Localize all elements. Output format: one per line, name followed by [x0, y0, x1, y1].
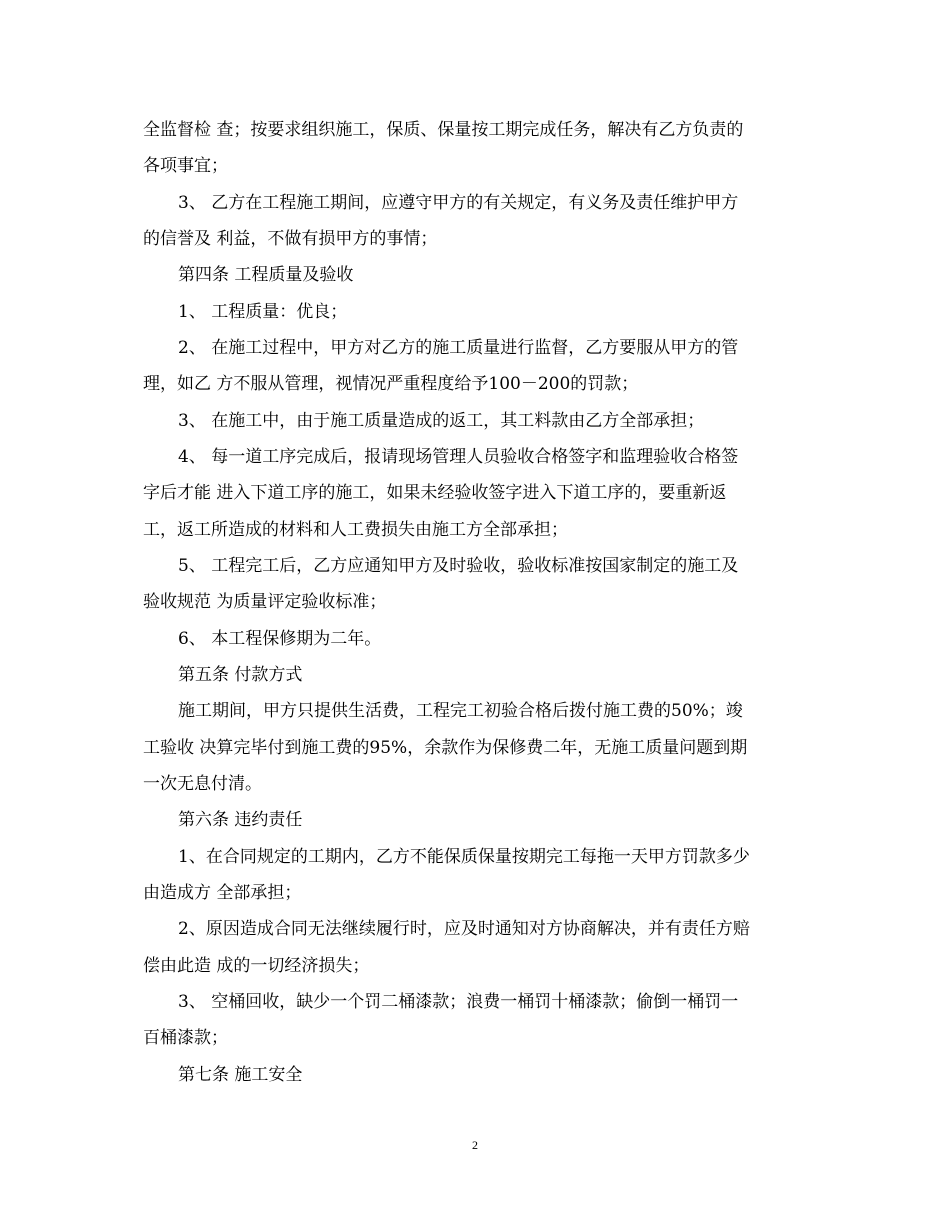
body-text-line: 施工期间，甲方只提供生活费，工程完工初验合格后拨付施工费的50%；竣 — [178, 701, 743, 721]
body-text-line: 1、在合同规定的工期内，乙方不能保质保量按期完工每拖一天甲方罚款多少 — [178, 847, 750, 867]
body-text-line: 1、 工程质量：优良； — [178, 302, 348, 322]
body-text-line: 百桶漆款； — [143, 1028, 228, 1048]
body-text-line: 5、 工程完工后，乙方应通知甲方及时验收，验收标准按国家制定的施工及 — [178, 556, 739, 576]
body-text-line: 6、 本工程保修期为二年。 — [178, 629, 382, 649]
body-text-line: 2、原因造成合同无法继续履行时，应及时通知对方协商解决，并有责任方赔 — [178, 919, 750, 939]
body-text-line: 各项事宜； — [143, 156, 228, 176]
body-text-line: 3、 在施工中，由于施工质量造成的返工，其工料款由乙方全部承担； — [178, 411, 705, 431]
section-heading: 第五条 付款方式 — [178, 665, 303, 685]
body-text-line: 3、 乙方在工程施工期间，应遵守甲方的有关规定，有义务及责任维护甲方 — [178, 193, 739, 213]
section-heading: 第六条 违约责任 — [178, 810, 303, 830]
body-text-line: 4、 每一道工序完成后，报请现场管理人员验收合格签字和监理验收合格签 — [178, 447, 739, 467]
body-text-line: 全监督检 查；按要求组织施工，保质、保量按工期完成任务，解决有乙方负责的 — [143, 120, 744, 140]
body-text-line: 的信誉及 利益，不做有损甲方的事情； — [143, 229, 438, 249]
body-text-line: 字后才能 进入下道工序的施工，如果未经验收签字进入下道工序的，要重新返 — [143, 483, 727, 503]
body-text-line: 3、 空桶回收，缺少一个罚二桶漆款；浪费一桶罚十桶漆款；偷倒一桶罚一 — [178, 992, 739, 1012]
body-text-line: 工验收 决算完毕付到施工费的95%，余款作为保修费二年，无施工质量问题到期 — [143, 738, 748, 758]
page-number: 2 — [472, 1138, 478, 1152]
body-text-line: 验收规范 为质量评定验收标准； — [143, 592, 387, 612]
body-text-line: 2、 在施工过程中，甲方对乙方的施工质量进行监督，乙方要服从甲方的管 — [178, 338, 739, 358]
body-text-line: 工，返工所造成的材料和人工费损失由施工方全部承担； — [143, 520, 568, 540]
body-text-line: 由造成方 全部承担； — [143, 883, 302, 903]
body-text-line: 理，如乙 方不服从管理，视情况严重程度给予100－200的罚款； — [143, 374, 639, 394]
section-heading: 第七条 施工安全 — [178, 1065, 303, 1085]
body-text-line: 偿由此造 成的一切经济损失； — [143, 956, 370, 976]
section-heading: 第四条 工程质量及验收 — [178, 265, 354, 285]
body-text-line: 一次无息付清。 — [143, 774, 262, 794]
